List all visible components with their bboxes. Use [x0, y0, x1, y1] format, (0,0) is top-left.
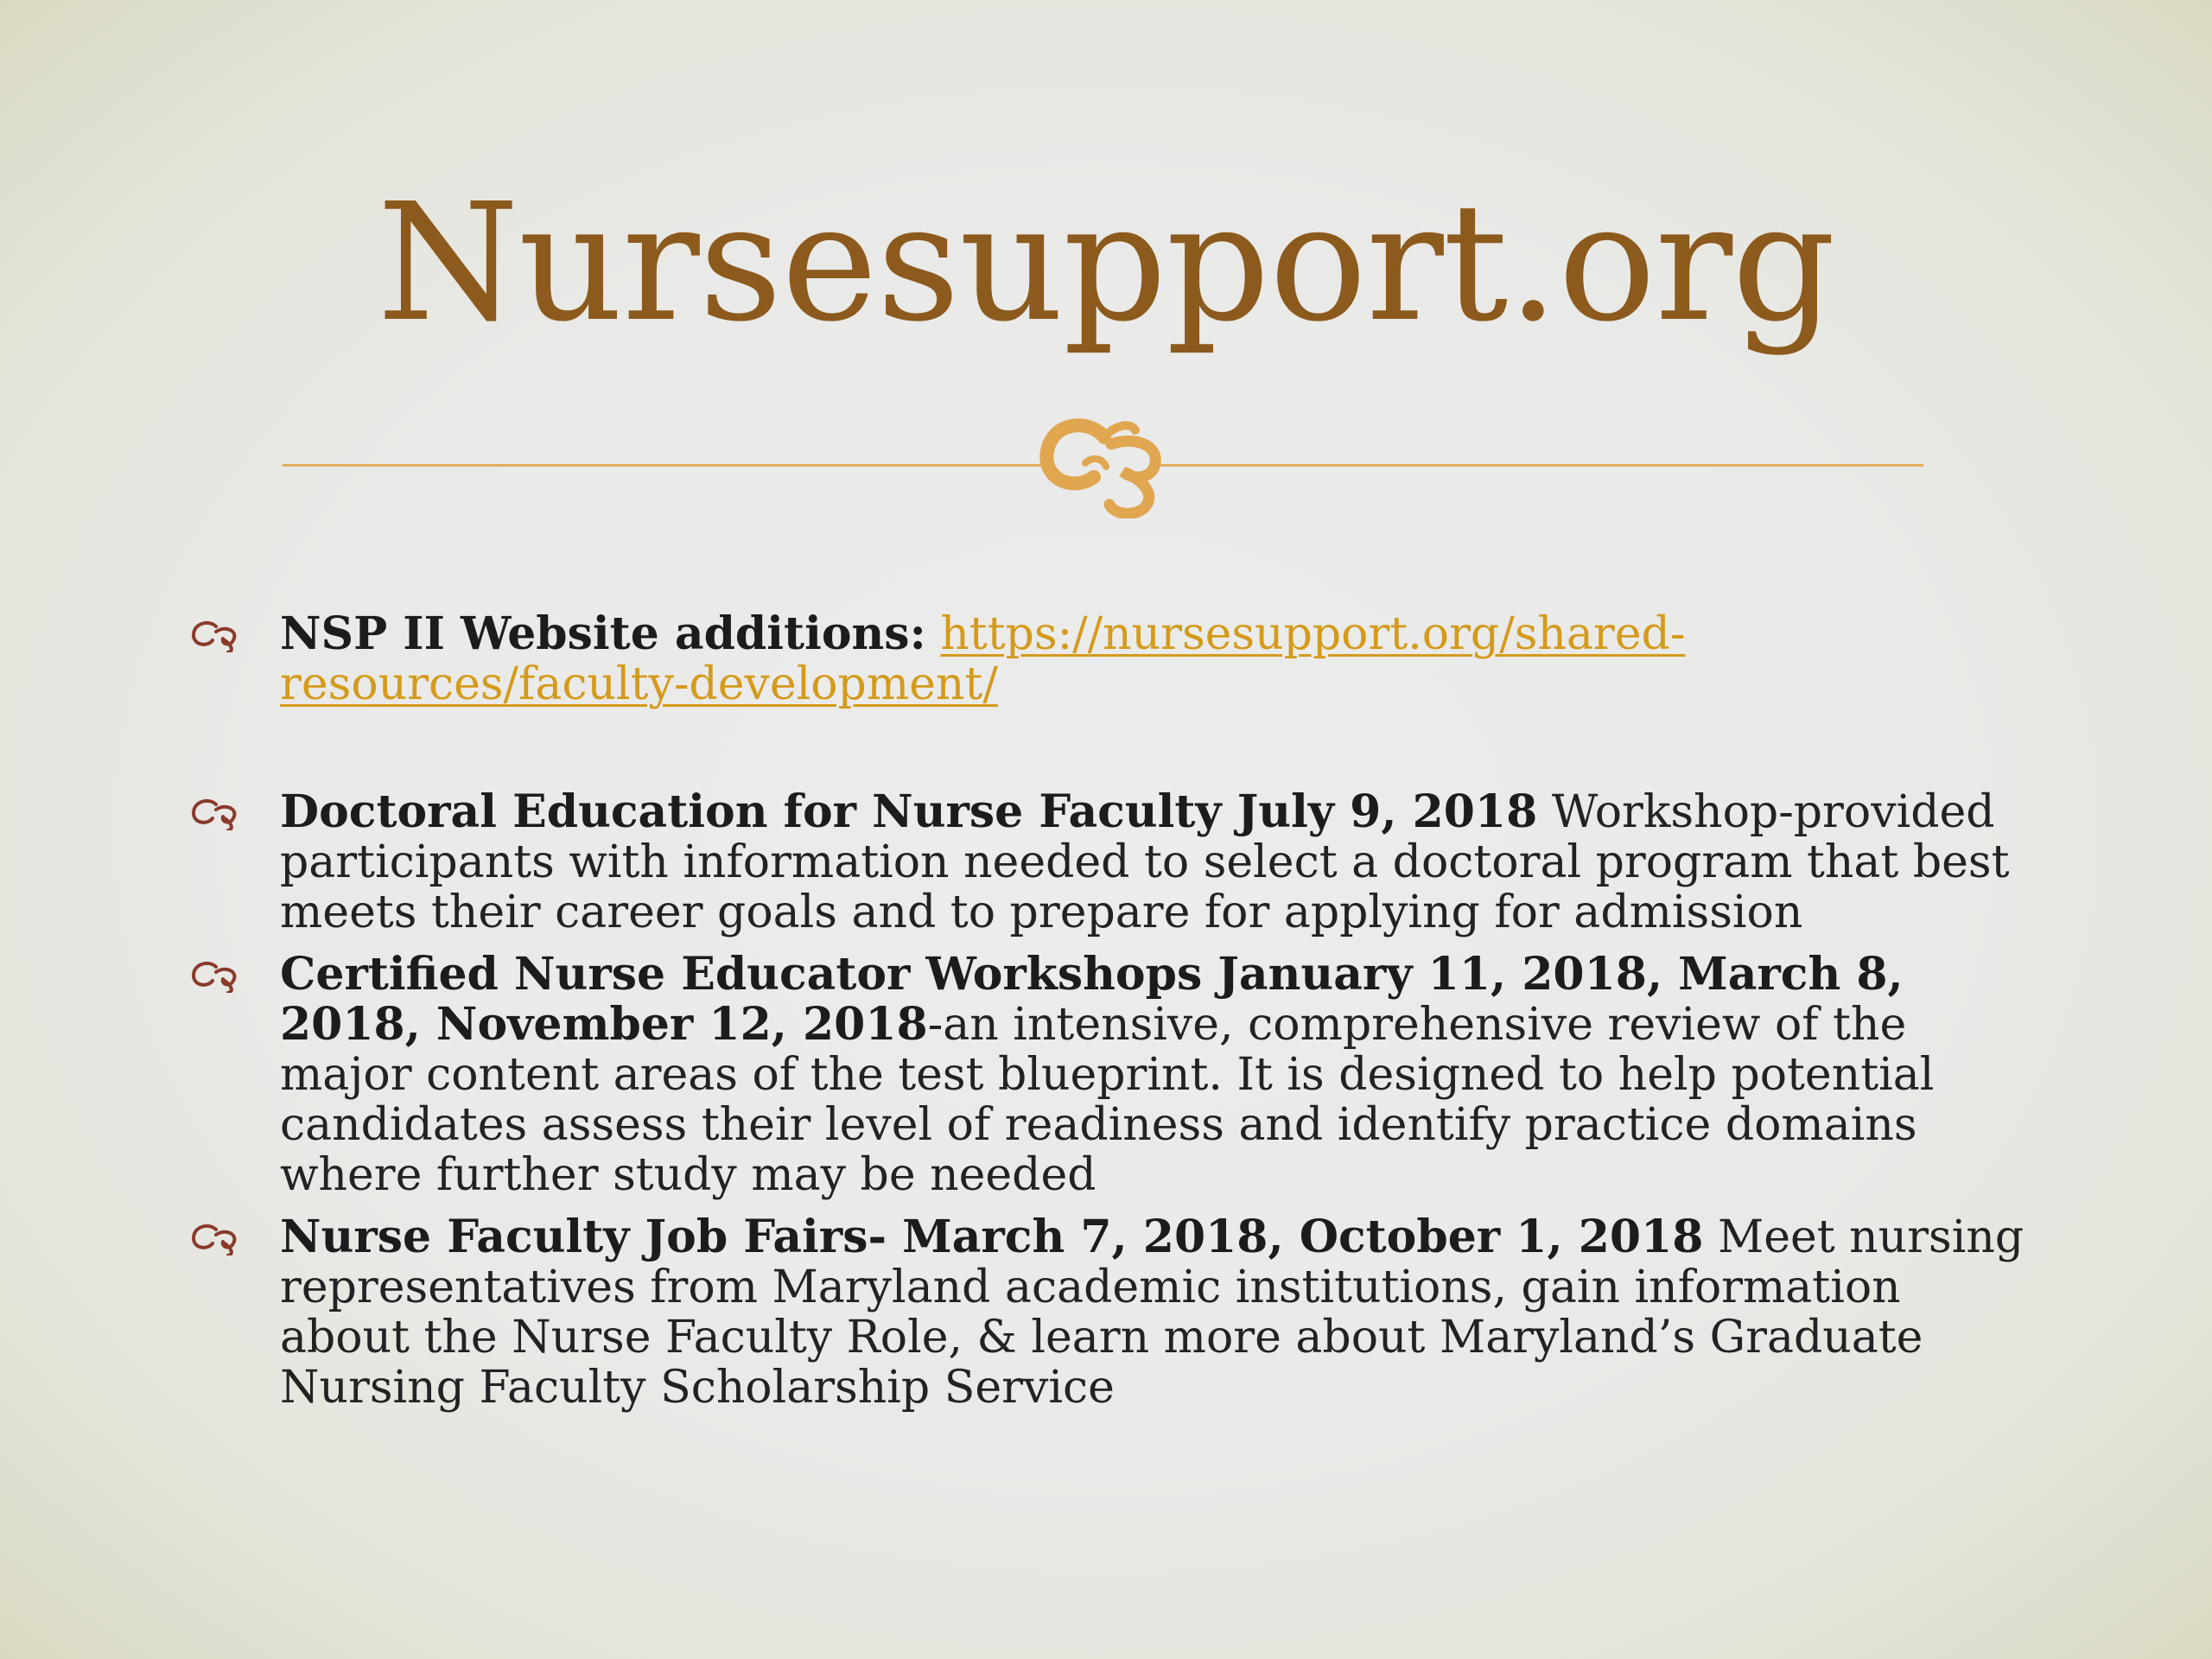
bullet-list — [190, 609, 2031, 1425]
item-text: Meet nursing representatives from Maryland academic institutions, gain information about the Nurse Faculty Role, & learn more about Maryland’s Graduate Nursing Faculty Scholarship Service — [280, 1211, 2024, 1414]
curl-bullet-icon — [190, 796, 242, 830]
list-item — [190, 1212, 2031, 1413]
item-text: Workshop-provided participants with information needed to select a doctoral program that best meets their career goals and to prepare for applying for admission — [280, 786, 2010, 938]
list-item — [190, 787, 2031, 938]
item-heading: Nurse Faculty Job Fairs- March 7, 2018, October 1, 2018 — [280, 1211, 1704, 1263]
curl-bullet-icon — [190, 1221, 242, 1255]
item-text: -an intensive, comprehensive review of the major content areas of the test blueprint. It is designed to help potential candidates assess their level of readiness and identify practice domains where further study may be needed — [280, 999, 1935, 1201]
list-item — [190, 609, 2031, 709]
list-item — [190, 950, 2031, 1200]
divider-right — [1156, 464, 1923, 467]
curl-bullet-icon — [190, 958, 242, 993]
faculty-development-link[interactable]: https://nursesupport.org/shared-resources/faculty-development/ — [280, 608, 1686, 710]
slide-title: Nursesupport.org — [377, 168, 1835, 358]
curl-ornament-icon — [1028, 406, 1184, 518]
divider-left — [283, 464, 1043, 467]
item-heading: NSP II Website additions: — [280, 607, 926, 660]
item-heading: Doctoral Education for Nurse Faculty July 9, 2018 — [280, 785, 1538, 838]
curl-bullet-icon — [190, 618, 242, 652]
item-heading: Certified Nurse Educator Workshops January 11, 2018, March 8, 2018, November 12, 2018 — [280, 948, 1904, 1051]
